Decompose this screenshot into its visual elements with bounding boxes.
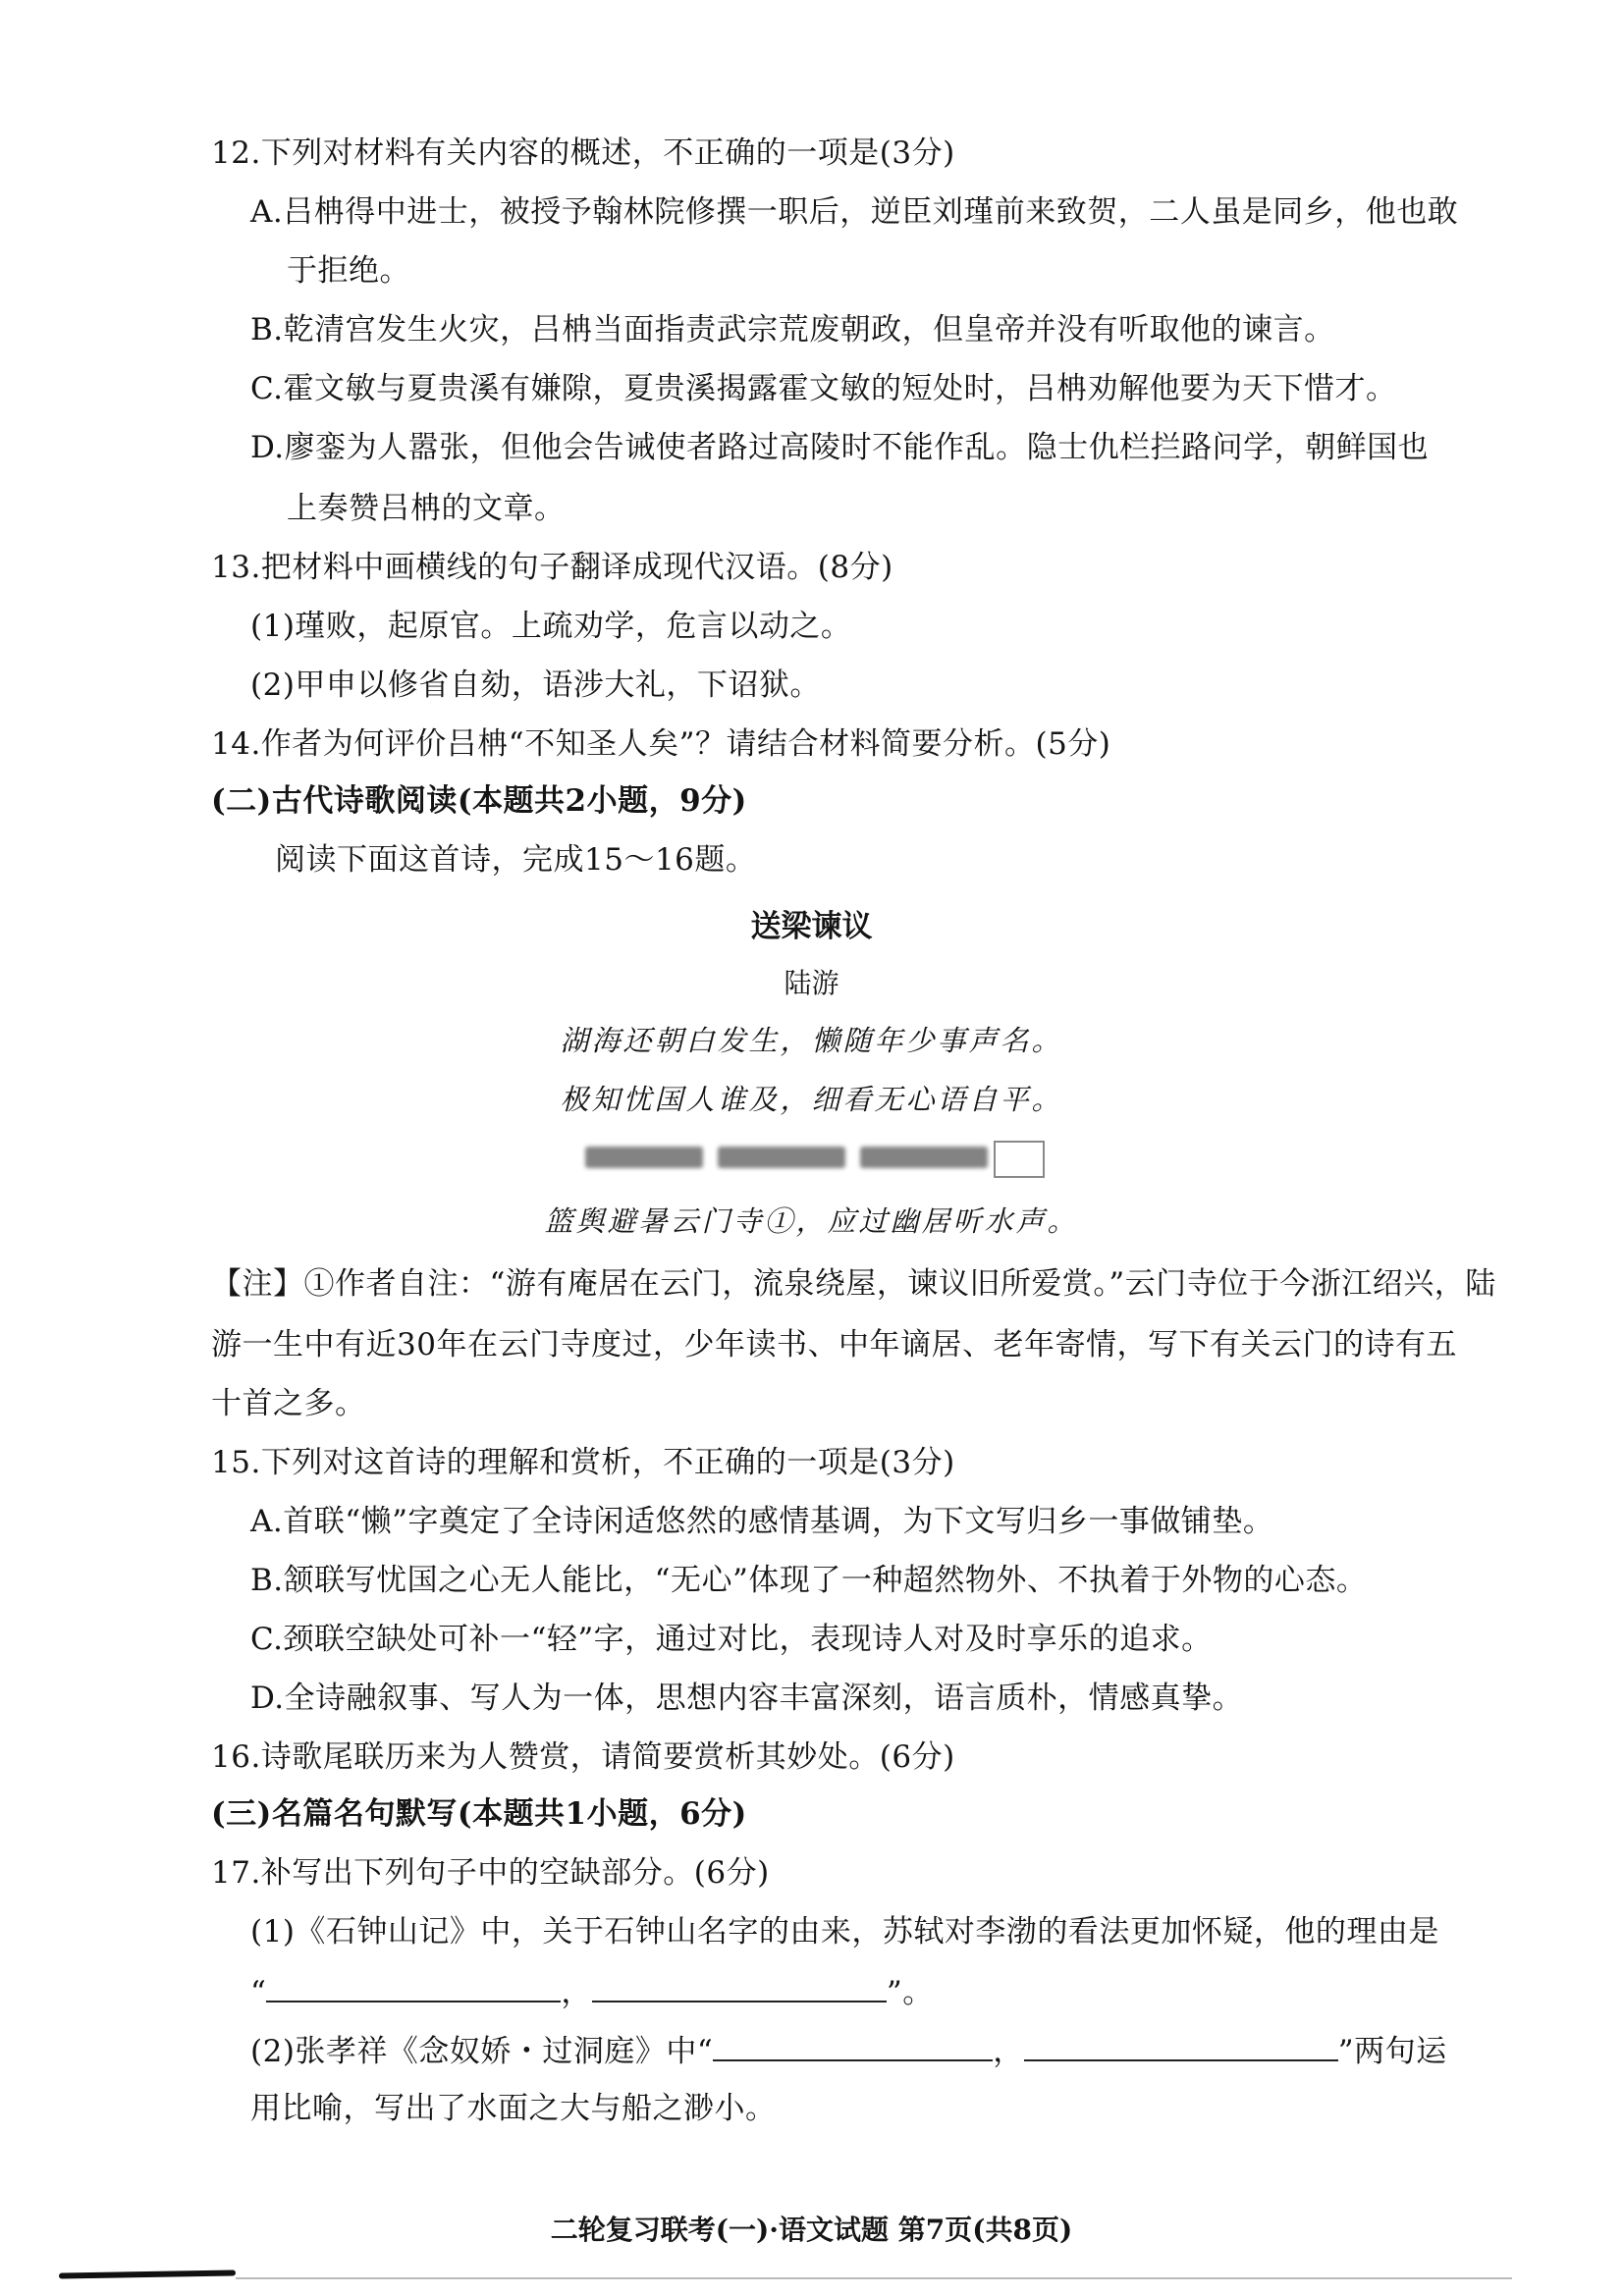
question-13-stem: 13.把材料中画横线的句子翻译成现代汉语。(8分) [211, 550, 893, 585]
open-quote: “ [250, 1975, 267, 2010]
item-2-suffix: ”两句运 [1337, 2034, 1447, 2069]
poem-line-3-illegible [585, 1137, 1056, 1180]
question-17-stem: 17.补写出下列句子中的空缺部分。(6分) [211, 1855, 770, 1891]
question-17-item-1: (1)《石钟山记》中，关于石钟山名字的由来，苏轼对李渤的看法更加怀疑，他的理由是 [250, 1914, 1439, 1949]
poem-line-1: 湖海还朝白发生，懒随年少事声名。 [560, 1024, 1063, 1057]
annotation-line-2: 游一生中有近30年在云门寺度过，少年读书、中年谪居、老年寄情，写下有关云门的诗有五 [211, 1327, 1457, 1362]
question-15-option-d: D.全诗融叙事、写人为一体，思想内容丰富深刻，语言质朴，情感真挚。 [250, 1681, 1244, 1716]
question-12-option-b: B.乾清宫发生火灾，吕柟当面指责武宗荒废朝政，但皇帝并没有听取他的谏言。 [250, 312, 1335, 347]
section-2-instruction: 阅读下面这首诗，完成15～16题。 [275, 842, 757, 878]
question-16-stem: 16.诗歌尾联历来为人赞赏，请简要赏析其妙处。(6分) [211, 1739, 955, 1775]
section-3-heading: (三)名篇名句默写(本题共1小题，6分) [211, 1796, 747, 1832]
question-15-stem: 15.下列对这首诗的理解和赏析，不正确的一项是(3分) [211, 1445, 955, 1480]
question-12-stem: 12.下列对材料有关内容的概述，不正确的一项是(3分) [211, 135, 955, 171]
question-15-option-c: C.颈联空缺处可补一“轻”字，通过对比，表现诗人对及时享乐的追求。 [250, 1622, 1213, 1657]
question-12-option-d: D.廖銮为人嚣张，但他会告诫使者路过高陵时不能作乱。隐士仇栏拦路问学，朝鲜国也 [250, 430, 1430, 465]
annotation-line-1: 【注】①作者自注：“游有庵居在云门，流泉绕屋，谏议旧所爱赏。”云门寺位于今浙江绍兴，陆 [211, 1266, 1496, 1302]
question-12-option-a-cont: 于拒绝。 [287, 253, 410, 289]
question-13-sentence-1: (1)瑾败，起原官。上疏劝学，危言以动之。 [250, 609, 852, 644]
answer-blank-2[interactable] [592, 1971, 887, 2002]
answer-blank-3[interactable] [713, 2030, 993, 2061]
question-13-sentence-2: (2)甲申以修省自劾，语涉大礼，下诏狱。 [250, 667, 821, 703]
item-2-prefix: (2)张孝祥《念奴娇・过洞庭》中“ [250, 2034, 714, 2069]
answer-blank-4[interactable] [1024, 2030, 1338, 2061]
question-12-option-a: A.吕柟得中进士，被授予翰林院修撰一职后，逆臣刘瑾前来致贺，二人虽是同乡，他也敢 [250, 194, 1459, 230]
question-14-stem: 14.作者为何评价吕柟“不知圣人矣”？请结合材料简要分析。(5分) [211, 726, 1111, 762]
poem-title: 送梁谏议 [750, 909, 873, 944]
answer-blank-1[interactable] [266, 1971, 561, 2002]
annotation-line-3: 十首之多。 [211, 1386, 366, 1421]
question-17-item-2 [250, 2030, 1447, 2071]
question-15-option-b: B.颔联写忧国之心无人能比，“无心”体现了一种超然物外、不执着于外物的心态。 [250, 1563, 1368, 1598]
scan-artifact-line [236, 2277, 1512, 2279]
question-17-item-2-cont: 用比喻，写出了水面之大与船之渺小。 [250, 2091, 777, 2126]
scan-artifact [59, 2269, 236, 2278]
close-quote: ”。 [886, 1975, 934, 2010]
question-12-option-d-cont: 上奏赞吕柟的文章。 [287, 491, 566, 526]
poem-line-2: 极知忧国人谁及，细看无心语自平。 [560, 1083, 1063, 1116]
question-12-option-c: C.霍文敏与夏贵溪有嫌隙，夏贵溪揭露霍文敏的短处时，吕柟劝解他要为天下惜才。 [250, 371, 1397, 406]
section-2-heading: (二)古代诗歌阅读(本题共2小题，9分) [211, 783, 747, 819]
poem-line-4: 篮舆避暑云门寺①，应过幽居听水声。 [544, 1204, 1079, 1238]
comma: ， [993, 2034, 1024, 2069]
poem-author: 陆游 [784, 967, 839, 999]
question-17-item-1-answer-row [250, 1971, 934, 2012]
question-15-option-a: A.首联“懒”字奠定了全诗闲适悠然的感情基调，为下文写归乡一事做铺垫。 [250, 1504, 1274, 1539]
comma: ， [561, 1975, 592, 2010]
page-footer: 二轮复习联考(一)·语文试题 第7页(共8页) [550, 2214, 1073, 2246]
